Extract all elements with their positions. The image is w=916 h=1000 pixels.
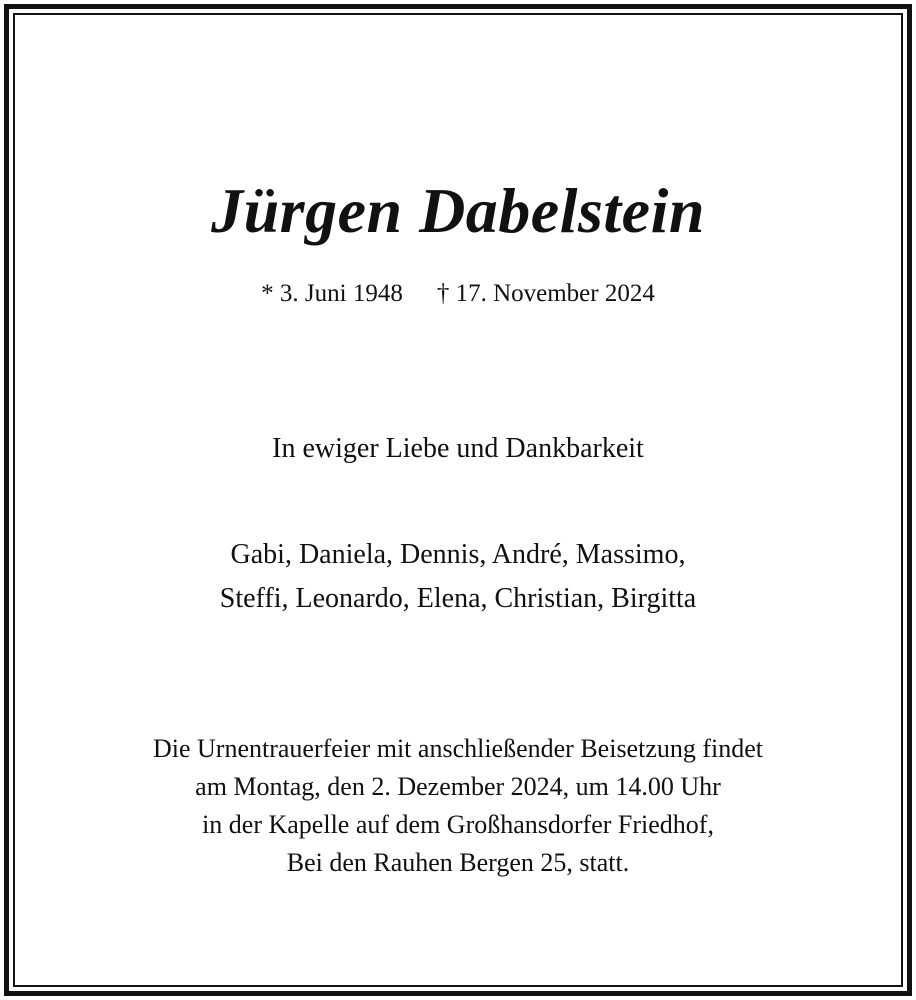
mourners-list [15, 533, 901, 621]
mourners-line-1: Gabi, Daniela, Dennis, André, Massimo, [230, 539, 686, 570]
life-dates [15, 277, 901, 311]
birth-date: * 3. Juni 1948 [261, 280, 403, 307]
deceased-name: Jürgen Dabelstein [211, 175, 705, 246]
service-line-3: in der Kapelle auf dem Großhansdorfer Friedhof, [202, 810, 714, 839]
death-date: † 17. November 2024 [436, 280, 655, 307]
service-details [15, 730, 901, 882]
service-line-2: am Montag, den 2. Dezember 2024, um 14.00 Uhr [195, 772, 721, 801]
service-line-4: Bei den Rauhen Bergen 25, statt. [286, 848, 630, 877]
mourners-line-2: Steffi, Leonardo, Elena, Christian, Birgitta [219, 583, 697, 614]
tribute-line: In ewiger Liebe und Dankbarkeit [272, 433, 644, 464]
obituary-notice [15, 15, 901, 985]
service-line-1: Die Urnentrauerfeier mit anschließender Beisetzung findet [152, 734, 764, 763]
